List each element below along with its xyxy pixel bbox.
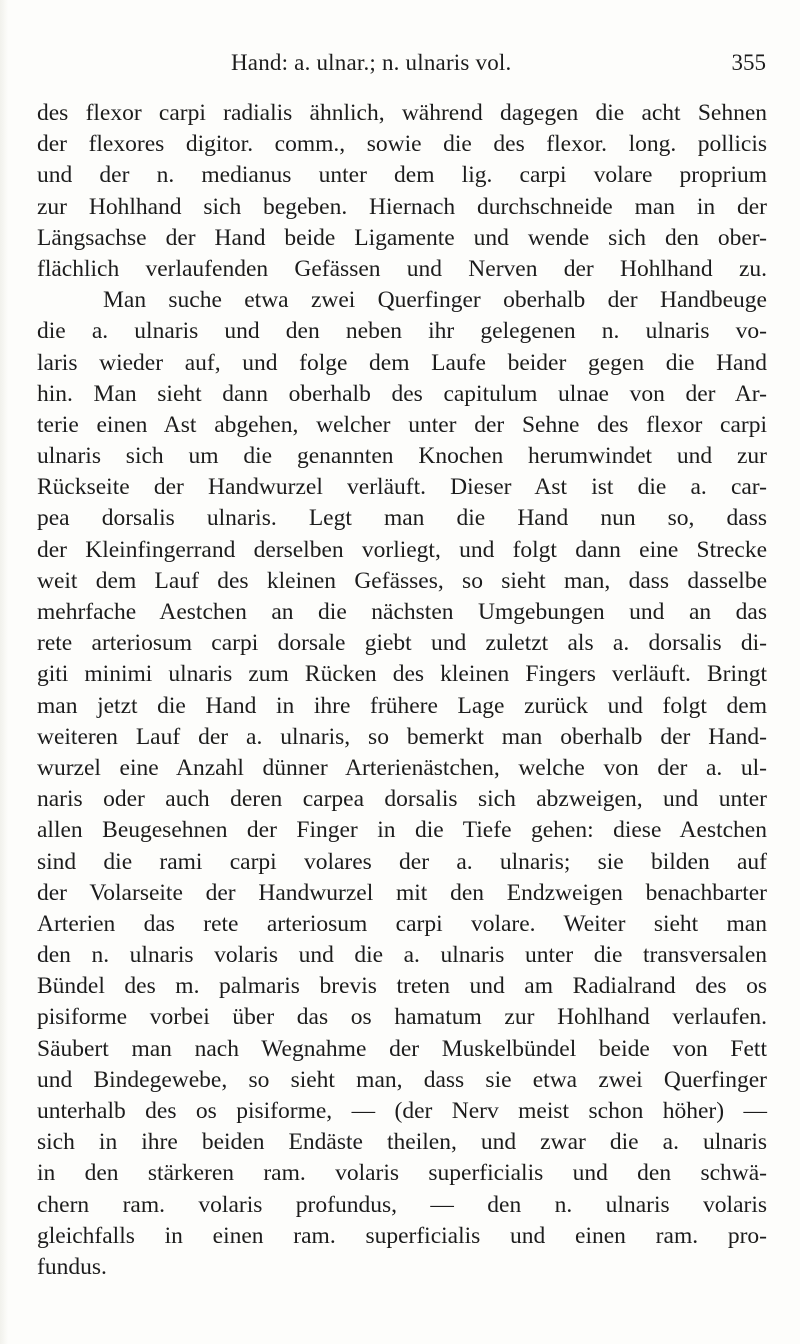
text-line: man jetzt die Hand in ihre frühere Lage zurück und folgt dem <box>37 692 767 719</box>
text-line: allen Beugesehnen der Finger in die Tiefe gehen: diese Aestchen <box>37 817 767 844</box>
text-line: rete arteriosum carpi dorsale giebt und zuletzt als a. dorsalis di- <box>37 630 767 657</box>
text-line: Säubert man nach Wegnahme der Muskelbündel beide von Fett <box>37 1035 767 1062</box>
text-line: laris wieder auf, und folge dem Laufe beider gegen die Hand <box>37 349 767 376</box>
text-line: gleichfalls in einen ram. superficialis und einen ram. pro- <box>37 1222 767 1249</box>
text-line: naris oder auch deren carpea dorsalis sich abzweigen, und unter <box>37 786 767 813</box>
page-header <box>36 50 766 82</box>
text-line: des flexor carpi radialis ähnlich, während dagegen die acht Sehnen <box>37 100 767 126</box>
text-line: pisiforme vorbei über das os hamatum zur Hohlhand verlaufen. <box>37 1004 767 1031</box>
page-number: 355 <box>731 50 766 75</box>
text-line: den n. ulnaris volaris und die a. ulnaris unter die transversalen <box>37 942 767 969</box>
text-line: ulnaris sich um die genannten Knochen herumwindet und zur <box>37 443 767 470</box>
text-line: sind die rami carpi volares der a. ulnaris; sie bilden auf <box>37 848 767 875</box>
text-line: unterhalb des os pisiforme, — (der Nerv meist schon höher) — <box>37 1098 767 1124</box>
text-line: Rückseite der Handwurzel verläuft. Dieser Ast ist die a. car- <box>37 474 767 501</box>
text-line: fundus. <box>37 1253 107 1280</box>
text-line: die a. ulnaris und den neben ihr gelegenen n. ulnaris vo- <box>37 318 767 345</box>
text-line: hin. Man sieht dann oberhalb des capitulum ulnae von der Ar- <box>37 380 767 407</box>
scan-edge-shading <box>0 0 8 1344</box>
text-line: weiteren Lauf der a. ulnaris, so bemerkt man oberhalb der Hand- <box>37 723 767 750</box>
text-line: Längsachse der Hand beide Ligamente und wende sich den ober- <box>37 224 767 251</box>
text-line: Man suche etwa zwei Querfinger oberhalb der Handbeuge <box>103 287 767 314</box>
text-line: giti minimi ulnaris zum Rücken des kleinen Fingers verläuft. Bringt <box>37 661 767 688</box>
text-line: der Volarseite der Handwurzel mit den Endzweigen benachbarter <box>37 879 767 906</box>
running-head: Hand: a. ulnar.; n. ulnaris vol. <box>231 50 512 75</box>
text-line: zur Hohlhand sich begeben. Hiernach durchschneide man in der <box>37 193 767 220</box>
text-line: wurzel eine Anzahl dünner Arterienästchen, welche von der a. ul- <box>37 754 767 781</box>
text-line: terie einen Ast abgehen, welcher unter der Sehne des flexor carpi <box>37 411 767 438</box>
text-line: und der n. medianus unter dem lig. carpi volare proprium <box>37 162 767 189</box>
text-line: sich in ihre beiden Endäste theilen, und zwar die a. ulnaris <box>37 1129 767 1156</box>
text-line: und Bindegewebe, so sieht man, dass sie etwa zwei Querfinger <box>37 1066 767 1093</box>
text-line: chern ram. volaris profundus, — den n. ulnaris volaris <box>37 1191 767 1218</box>
text-line: mehrfache Aestchen an die nächsten Umgebungen und an das <box>37 599 767 625</box>
text-line: in den stärkeren ram. volaris superficialis und den schwä- <box>37 1160 767 1187</box>
text-line: pea dorsalis ulnaris. Legt man die Hand nun so, dass <box>37 505 767 532</box>
body-text <box>37 98 767 1283</box>
text-line: weit dem Lauf des kleinen Gefässes, so sieht man, dass dasselbe <box>37 567 767 594</box>
text-line: der flexores digitor. comm., sowie die des flexor. long. pollicis <box>37 131 767 158</box>
text-line: flächlich verlaufenden Gefässen und Nerven der Hohlhand zu. <box>37 255 767 282</box>
text-line: Bündel des m. palmaris brevis treten und am Radialrand des os <box>37 973 767 1000</box>
text-line: Arterien das rete arteriosum carpi volare. Weiter sieht man <box>37 910 767 937</box>
text-line: der Kleinfingerrand derselben vorliegt, und folgt dann eine Strecke <box>37 536 767 563</box>
